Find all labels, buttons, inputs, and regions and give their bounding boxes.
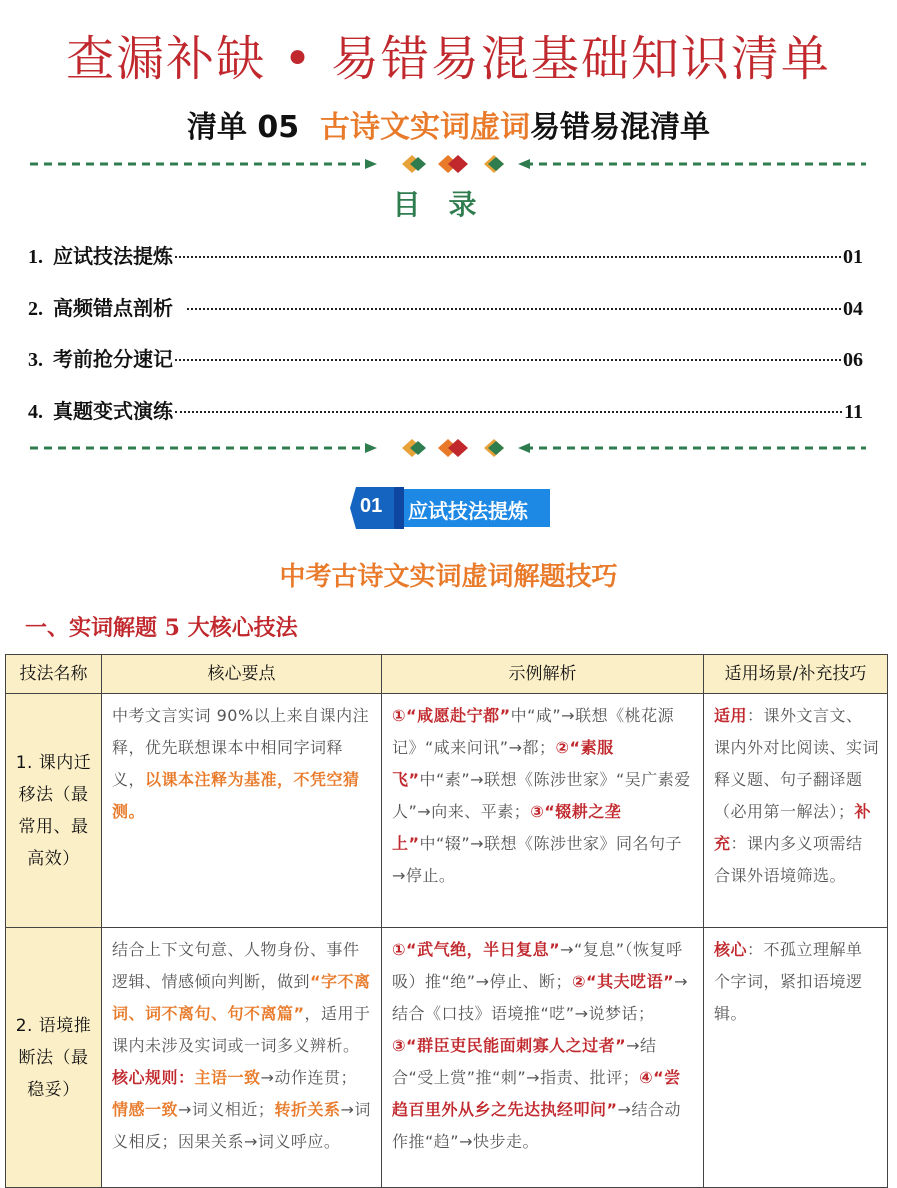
toc-item-page: 01 (843, 246, 863, 268)
table-header-cell: 核心要点 (102, 655, 382, 694)
text-segment: →结合《口技》语境推“呓”→说梦话； (392, 972, 688, 1023)
technique-name-cell: 2. 语境推断法（最稳妥） (6, 928, 102, 1188)
text-segment: 补充 (714, 802, 872, 853)
text-segment: 转折关系 (274, 1100, 341, 1119)
toc-item[interactable] (28, 292, 863, 322)
toc-leader-dots (175, 256, 841, 258)
example-cell (382, 928, 704, 1188)
text-segment: →“复息”（恢复呼吸）推“绝”→停止、断； (392, 940, 683, 991)
toc-item-page: 04 (843, 298, 863, 320)
text-segment: 适用 (714, 706, 748, 725)
text-segment: ③ (392, 1036, 407, 1055)
toc-item-label: 高频错点剖析 (53, 296, 173, 320)
toc-leader-dots (187, 308, 841, 310)
toc-item-number: 4. (28, 401, 43, 423)
text-segment: 主语一致 (194, 1068, 261, 1087)
text-segment: “武气绝，半日复息” (406, 940, 561, 959)
text-segment: “群臣吏民能面刺寡人之过者” (406, 1036, 627, 1055)
text-segment: “咸愿赴宁都” (406, 706, 511, 725)
section-badge (350, 485, 550, 531)
text-segment: ：不孤立理解单个字词，紧扣语境逻辑。 (714, 940, 863, 1023)
text-segment: →结合“受上赏”推“刺”→指责、批评； (392, 1036, 657, 1087)
toc-item-label: 应试技法提炼 (53, 244, 173, 268)
subtitle (0, 102, 897, 146)
technique-name-cell: 1. 课内迁移法（最常用、最高效） (6, 694, 102, 928)
text-segment: “素服飞” (392, 738, 614, 789)
scene-cell (704, 928, 888, 1188)
diamond-ornament-icon (402, 155, 504, 173)
table-header-cell: 示例解析 (382, 655, 704, 694)
diamond-ornament-icon (402, 439, 504, 457)
table-row (6, 928, 888, 1188)
text-segment: ④ (639, 1068, 654, 1087)
subtitle-suffix: 易错易混清单 (530, 110, 711, 145)
text-segment: ① (392, 940, 407, 959)
text-segment: ：课内多义项需结合课外语境筛选。 (714, 834, 863, 885)
section-subheading: 一、实词解题 5 大核心技法 (25, 615, 298, 641)
toc-leader-dots (175, 411, 842, 413)
text-segment: 核心规则： (112, 1068, 195, 1087)
text-segment: “辍耕之垄上” (392, 802, 622, 853)
text-segment: 中“素”→联想《陈涉世家》“吴广素爱人”→向来、平素； (392, 770, 691, 821)
toc-item-number: 2. (28, 298, 43, 320)
text-segment: 中“咸”→联想《桃花源记》“咸来问讯”→都； (392, 706, 675, 757)
toc-item[interactable] (28, 240, 863, 270)
technique-table (5, 654, 888, 1188)
text-segment: →词义相反；因果关系→词义呼应。 (112, 1100, 371, 1151)
points-cell (102, 928, 382, 1188)
table-row (6, 694, 888, 928)
text-segment: 中考文言实词 90%以上来自课内注释，优先联想课本中相同字词释义， (112, 706, 370, 789)
text-segment: 中“辍”→联想《陈涉世家》同名句子→停止。 (392, 834, 683, 885)
section-badge-label: 应试技法提炼 (408, 499, 528, 523)
subtitle-prefix: 清单 05 (186, 110, 300, 145)
text-segment: ，适用于课内未涉及实词或一词多义辨析。 (112, 1004, 371, 1055)
section-heading: 中考古诗文实词虚词解题技巧 (279, 562, 618, 592)
toc-item-label: 考前抢分速记 (53, 347, 173, 371)
text-segment: ① (392, 706, 407, 725)
toc-item-number: 1. (28, 246, 43, 268)
toc-item-label: 真题变式演练 (53, 399, 173, 423)
text-segment: →动作连贯； (260, 1068, 357, 1087)
toc-item[interactable] (28, 343, 863, 373)
scene-cell (704, 694, 888, 928)
toc-leader-dots (175, 359, 841, 361)
top-divider (30, 151, 866, 177)
text-segment: 以课本注释为基准，不凭空猜测。 (112, 770, 360, 821)
bottom-divider (30, 435, 866, 461)
text-segment: 结合上下文句意、人物身份、事件逻辑、情感倾向判断，做到 (112, 940, 360, 991)
toc-item[interactable] (28, 395, 863, 425)
text-segment: “其夫呓语” (586, 972, 675, 991)
main-title: 查漏补缺 • 易错易混基础知识清单 (66, 31, 831, 87)
text-segment: ② (555, 738, 570, 757)
text-segment: “尝趋百里外从乡之先达执经叩问” (392, 1068, 681, 1119)
points-cell (102, 694, 382, 928)
text-segment: “字不离词、词不离句、句不离篇” (112, 972, 371, 1023)
text-segment: ③ (530, 802, 545, 821)
table-body (6, 694, 888, 1188)
text-segment: ② (572, 972, 587, 991)
table-header-row (6, 655, 888, 694)
example-cell (382, 694, 704, 928)
toc-item-page: 11 (844, 401, 863, 423)
table-header-cell: 技法名称 (6, 655, 102, 694)
section-badge-number: 01 (360, 495, 383, 517)
toc-item-number: 3. (28, 349, 43, 371)
text-segment: →词义相近； (178, 1100, 275, 1119)
text-segment: →结合动作推“趋”→快步走。 (392, 1100, 681, 1151)
text-segment: 情感一致 (112, 1100, 179, 1119)
toc-title: 目录 (392, 188, 505, 221)
subtitle-highlight: 古诗文实词虚词 (320, 110, 531, 145)
text-segment: ：课外文言文、课内外对比阅读、实词释义题、句子翻译题（必用第一解法）； (714, 706, 880, 821)
table-header-cell: 适用场景/补充技巧 (704, 655, 888, 694)
toc-item-page: 06 (843, 349, 863, 371)
text-segment: 核心 (714, 940, 748, 959)
